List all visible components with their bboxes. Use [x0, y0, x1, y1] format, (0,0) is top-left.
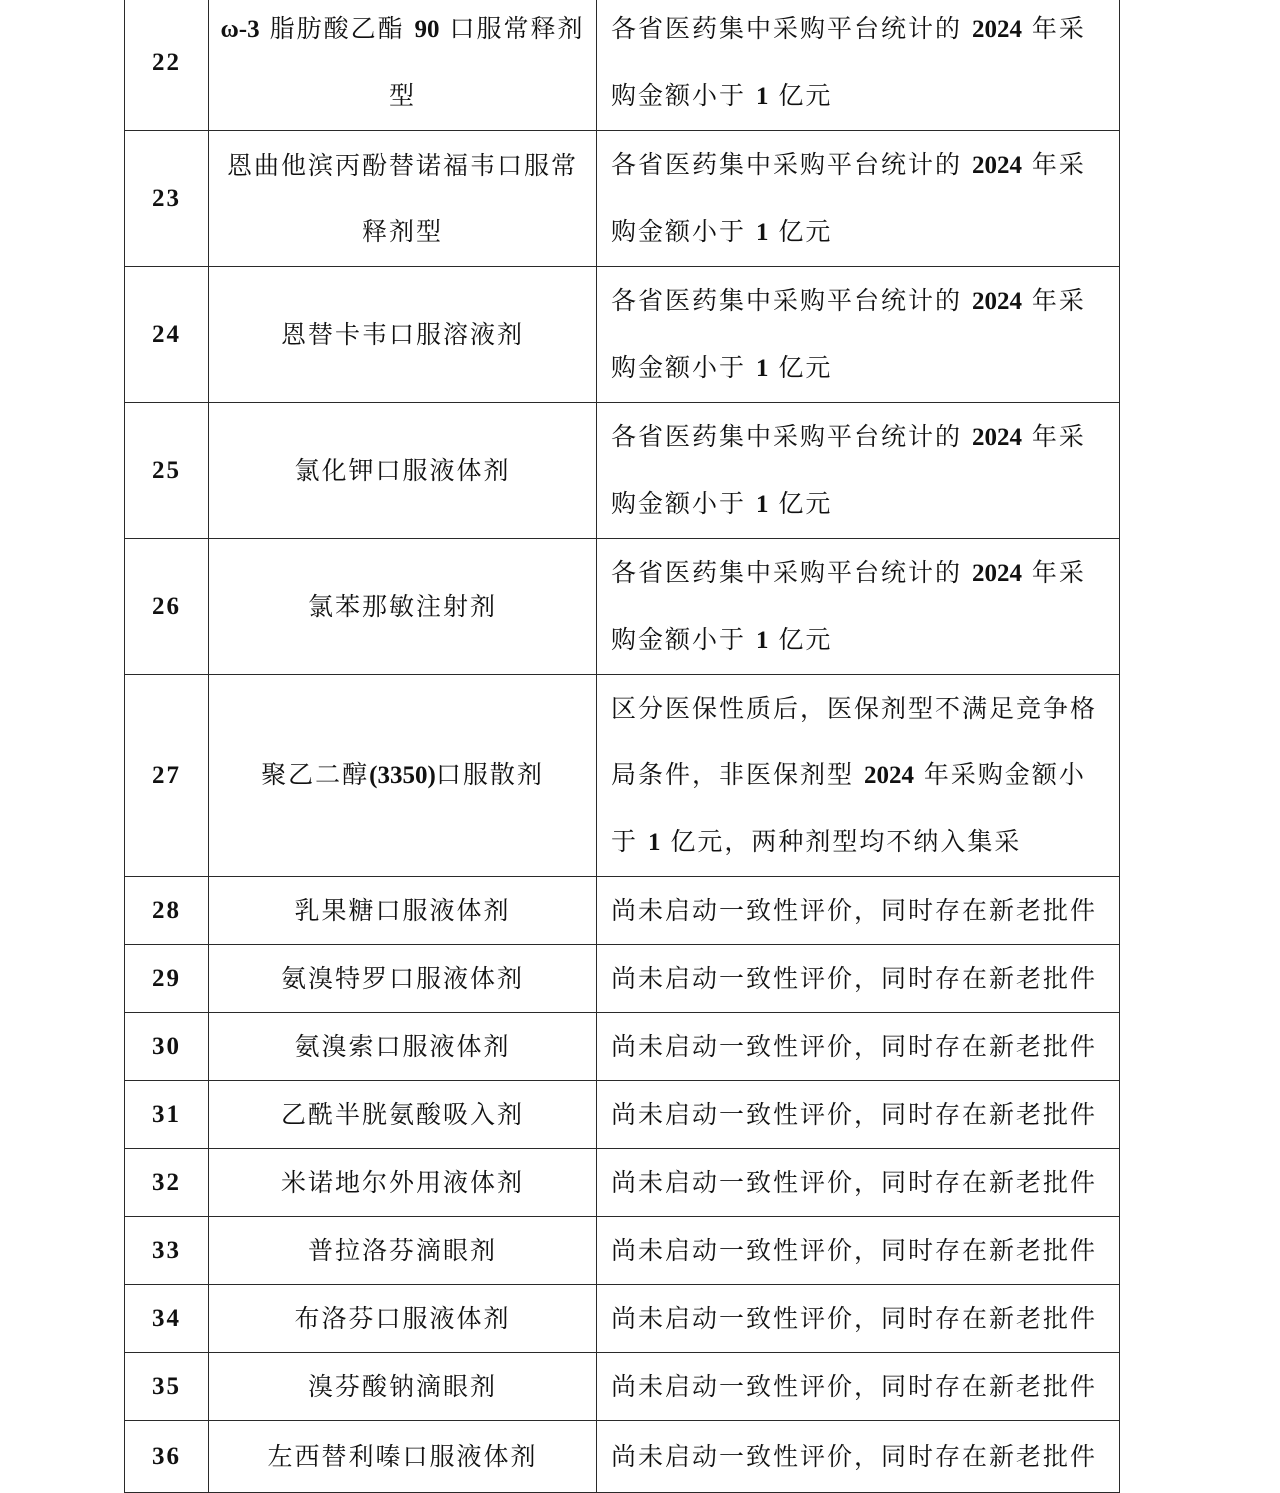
- table-row: [125, 1081, 1120, 1149]
- drug-name: 乳果糖口服液体剂: [209, 877, 597, 945]
- row-number: 25: [125, 403, 209, 539]
- exclusion-reason: 各省医药集中采购平台统计的 2024 年采购金额小于 1 亿元: [597, 0, 1120, 131]
- exclusion-reason: 区分医保性质后，医保剂型不满足竞争格局条件，非医保剂型 2024 年采购金额小于 1 亿元，两种剂型均不纳入集采: [597, 675, 1120, 877]
- row-number: 32: [125, 1149, 209, 1217]
- table-row: [125, 675, 1120, 877]
- row-number: 35: [125, 1353, 209, 1421]
- row-number: 31: [125, 1081, 209, 1149]
- row-number: 34: [125, 1285, 209, 1353]
- row-number: 24: [125, 267, 209, 403]
- exclusion-reason: 尚未启动一致性评价，同时存在新老批件: [597, 1081, 1120, 1149]
- exclusion-reason: 各省医药集中采购平台统计的 2024 年采购金额小于 1 亿元: [597, 131, 1120, 267]
- drug-name: 恩替卡韦口服溶液剂: [209, 267, 597, 403]
- table-row: [125, 1149, 1120, 1217]
- table-row: [125, 267, 1120, 403]
- table-row: [125, 0, 1120, 131]
- drug-exclusion-table: [124, 0, 1120, 1493]
- row-number: 26: [125, 539, 209, 675]
- exclusion-reason: 各省医药集中采购平台统计的 2024 年采购金额小于 1 亿元: [597, 539, 1120, 675]
- drug-name: ω-3 脂肪酸乙酯 90 口服常释剂型: [209, 0, 597, 131]
- drug-name: 氯化钾口服液体剂: [209, 403, 597, 539]
- table-row: [125, 131, 1120, 267]
- exclusion-reason: 尚未启动一致性评价，同时存在新老批件: [597, 1353, 1120, 1421]
- drug-name: 恩曲他滨丙酚替诺福韦口服常释剂型: [209, 131, 597, 267]
- table-row: [125, 1217, 1120, 1285]
- row-number: 23: [125, 131, 209, 267]
- exclusion-reason: 各省医药集中采购平台统计的 2024 年采购金额小于 1 亿元: [597, 403, 1120, 539]
- exclusion-reason: 尚未启动一致性评价，同时存在新老批件: [597, 1217, 1120, 1285]
- row-number: 29: [125, 945, 209, 1013]
- drug-name: 氨溴特罗口服液体剂: [209, 945, 597, 1013]
- row-number: 22: [125, 0, 209, 131]
- table-row: [125, 403, 1120, 539]
- drug-name: 溴芬酸钠滴眼剂: [209, 1353, 597, 1421]
- row-number: 27: [125, 675, 209, 877]
- drug-name: 乙酰半胱氨酸吸入剂: [209, 1081, 597, 1149]
- drug-name: 氯苯那敏注射剂: [209, 539, 597, 675]
- table-row: [125, 539, 1120, 675]
- row-number: 28: [125, 877, 209, 945]
- exclusion-reason: 尚未启动一致性评价，同时存在新老批件: [597, 1285, 1120, 1353]
- exclusion-reason: 尚未启动一致性评价，同时存在新老批件: [597, 1149, 1120, 1217]
- drug-name: 布洛芬口服液体剂: [209, 1285, 597, 1353]
- table-row: [125, 945, 1120, 1013]
- table-row: [125, 1353, 1120, 1421]
- row-number: 33: [125, 1217, 209, 1285]
- drug-name: 左西替利嗪口服液体剂: [209, 1421, 597, 1493]
- row-number: 30: [125, 1013, 209, 1081]
- drug-name: 氨溴索口服液体剂: [209, 1013, 597, 1081]
- drug-name: 聚乙二醇(3350)口服散剂: [209, 675, 597, 877]
- row-number: 36: [125, 1421, 209, 1493]
- exclusion-reason: 尚未启动一致性评价，同时存在新老批件: [597, 1013, 1120, 1081]
- table-row: [125, 1013, 1120, 1081]
- drug-name: 普拉洛芬滴眼剂: [209, 1217, 597, 1285]
- table-row: [125, 1285, 1120, 1353]
- exclusion-reason: 尚未启动一致性评价，同时存在新老批件: [597, 877, 1120, 945]
- table-row: [125, 877, 1120, 945]
- exclusion-reason: 尚未启动一致性评价，同时存在新老批件: [597, 945, 1120, 1013]
- exclusion-reason: 尚未启动一致性评价，同时存在新老批件: [597, 1421, 1120, 1493]
- exclusion-reason: 各省医药集中采购平台统计的 2024 年采购金额小于 1 亿元: [597, 267, 1120, 403]
- drug-name: 米诺地尔外用液体剂: [209, 1149, 597, 1217]
